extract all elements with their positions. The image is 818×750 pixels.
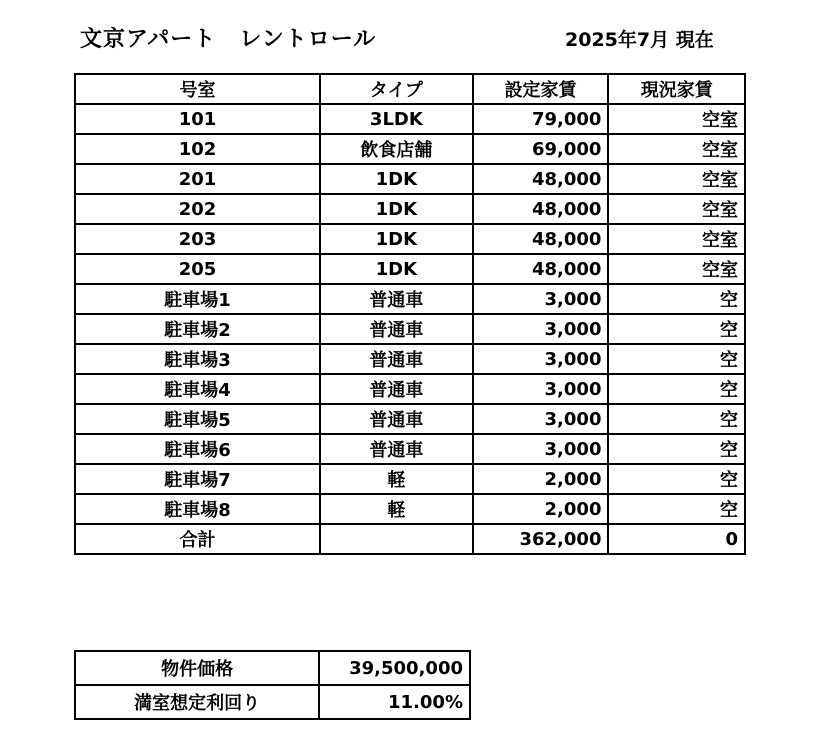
type-cell: 普通車 bbox=[320, 374, 473, 404]
room-cell: 駐車場3 bbox=[75, 344, 320, 374]
table-row bbox=[75, 374, 745, 404]
set-rent-cell: 48,000 bbox=[473, 224, 609, 254]
room-cell: 201 bbox=[75, 164, 320, 194]
current-rent-cell: 空 bbox=[608, 434, 745, 464]
table-row bbox=[75, 254, 745, 284]
current-rent-cell: 空室 bbox=[608, 224, 745, 254]
set-rent-cell: 79,000 bbox=[473, 104, 609, 134]
current-rent-cell: 空 bbox=[608, 374, 745, 404]
type-cell: 1DK bbox=[320, 164, 473, 194]
room-cell: 駐車場2 bbox=[75, 314, 320, 344]
set-rent-cell: 3,000 bbox=[473, 404, 609, 434]
table-row bbox=[75, 194, 745, 224]
price-label: 物件価格 bbox=[75, 651, 319, 685]
room-cell: 駐車場6 bbox=[75, 434, 320, 464]
table-row bbox=[75, 404, 745, 434]
type-cell: 飲食店舗 bbox=[320, 134, 473, 164]
set-rent-cell: 3,000 bbox=[473, 344, 609, 374]
current-rent-cell: 空 bbox=[608, 284, 745, 314]
set-rent-cell: 2,000 bbox=[473, 464, 609, 494]
yield-value: 11.00% bbox=[319, 685, 470, 719]
table-row bbox=[75, 134, 745, 164]
room-cell: 駐車場5 bbox=[75, 404, 320, 434]
table-row bbox=[75, 314, 745, 344]
set-rent-cell: 2,000 bbox=[473, 494, 609, 524]
summary-row-price bbox=[75, 651, 470, 685]
table-row bbox=[75, 284, 745, 314]
current-rent-cell: 空室 bbox=[608, 254, 745, 284]
room-cell: 203 bbox=[75, 224, 320, 254]
set-rent-cell: 48,000 bbox=[473, 194, 609, 224]
table-row bbox=[75, 104, 745, 134]
document-title: 文京アパート レントロール bbox=[80, 27, 377, 52]
set-rent-cell: 48,000 bbox=[473, 164, 609, 194]
header-room: 号室 bbox=[75, 74, 320, 104]
current-rent-cell: 0 bbox=[608, 524, 745, 554]
type-cell: 軽 bbox=[320, 464, 473, 494]
table-row bbox=[75, 224, 745, 254]
current-rent-cell: 空 bbox=[608, 404, 745, 434]
current-rent-cell: 空室 bbox=[608, 194, 745, 224]
type-cell bbox=[320, 524, 473, 554]
rent-roll-table bbox=[74, 73, 746, 555]
room-cell: 101 bbox=[75, 104, 320, 134]
price-value: 39,500,000 bbox=[319, 651, 470, 685]
total-row bbox=[75, 524, 745, 554]
room-cell: 合計 bbox=[75, 524, 320, 554]
type-cell: 普通車 bbox=[320, 404, 473, 434]
table-row bbox=[75, 164, 745, 194]
set-rent-cell: 69,000 bbox=[473, 134, 609, 164]
header-type: タイプ bbox=[320, 74, 473, 104]
room-cell: 102 bbox=[75, 134, 320, 164]
set-rent-cell: 3,000 bbox=[473, 374, 609, 404]
yield-label: 満室想定利回り bbox=[75, 685, 319, 719]
header-set-rent: 設定家賃 bbox=[473, 74, 609, 104]
header-current-rent: 現況家賃 bbox=[608, 74, 745, 104]
type-cell: 普通車 bbox=[320, 344, 473, 374]
table-header-row bbox=[75, 74, 745, 104]
as-of-date: 2025年7月 現在 bbox=[565, 29, 714, 51]
room-cell: 駐車場4 bbox=[75, 374, 320, 404]
set-rent-cell: 3,000 bbox=[473, 284, 609, 314]
room-cell: 駐車場8 bbox=[75, 494, 320, 524]
type-cell: 普通車 bbox=[320, 284, 473, 314]
type-cell: 3LDK bbox=[320, 104, 473, 134]
room-cell: 駐車場7 bbox=[75, 464, 320, 494]
set-rent-cell: 48,000 bbox=[473, 254, 609, 284]
table-row bbox=[75, 434, 745, 464]
current-rent-cell: 空 bbox=[608, 464, 745, 494]
type-cell: 普通車 bbox=[320, 434, 473, 464]
set-rent-cell: 362,000 bbox=[473, 524, 609, 554]
table-row bbox=[75, 464, 745, 494]
type-cell: 1DK bbox=[320, 224, 473, 254]
current-rent-cell: 空室 bbox=[608, 104, 745, 134]
property-summary-table bbox=[74, 650, 471, 720]
current-rent-cell: 空室 bbox=[608, 134, 745, 164]
summary-row-yield bbox=[75, 685, 470, 719]
type-cell: 1DK bbox=[320, 254, 473, 284]
set-rent-cell: 3,000 bbox=[473, 314, 609, 344]
type-cell: 軽 bbox=[320, 494, 473, 524]
current-rent-cell: 空 bbox=[608, 494, 745, 524]
type-cell: 普通車 bbox=[320, 314, 473, 344]
type-cell: 1DK bbox=[320, 194, 473, 224]
room-cell: 205 bbox=[75, 254, 320, 284]
table-row bbox=[75, 344, 745, 374]
room-cell: 202 bbox=[75, 194, 320, 224]
current-rent-cell: 空室 bbox=[608, 164, 745, 194]
current-rent-cell: 空 bbox=[608, 314, 745, 344]
set-rent-cell: 3,000 bbox=[473, 434, 609, 464]
room-cell: 駐車場1 bbox=[75, 284, 320, 314]
current-rent-cell: 空 bbox=[608, 344, 745, 374]
table-row bbox=[75, 494, 745, 524]
